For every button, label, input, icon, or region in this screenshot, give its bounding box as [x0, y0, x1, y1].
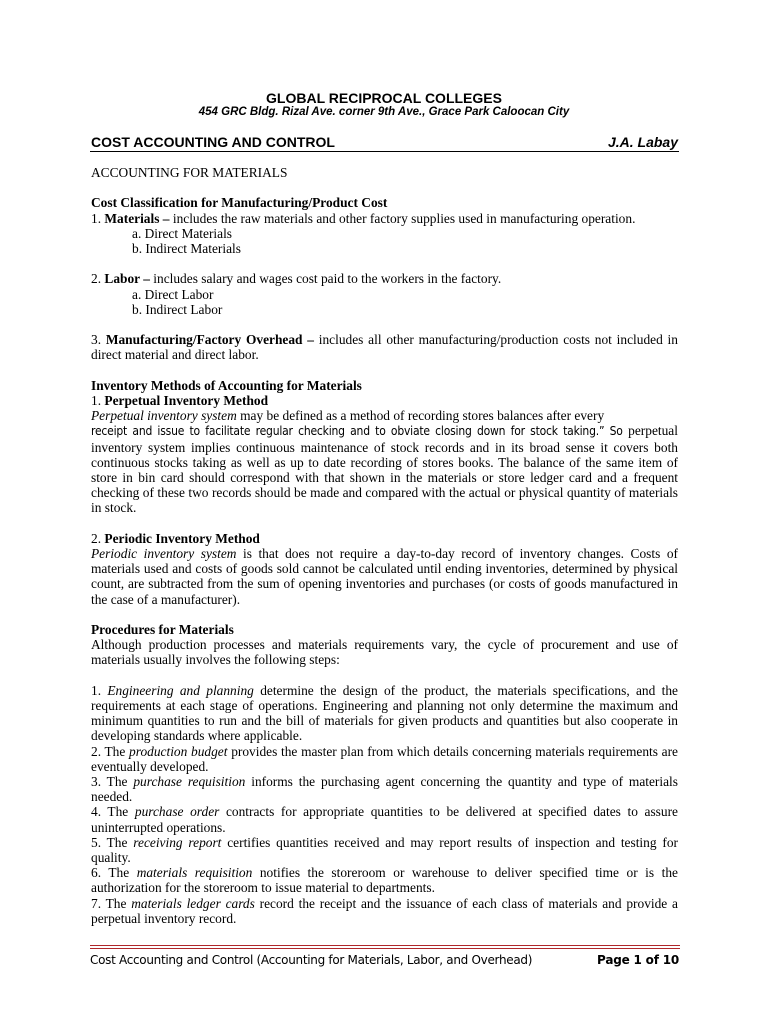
procedure-step-2: 2. The production budget provides the master plan from which details concerning materials requirements are eventually developed.	[91, 743, 678, 774]
periodic-heading: 2. Periodic Inventory Method	[91, 530, 260, 546]
footer-text: Cost Accounting and Control (Accounting for Materials, Labor, and Overhead)	[90, 953, 533, 967]
perpetual-heading: 1. Perpetual Inventory Method	[91, 392, 269, 408]
direct-materials: a. Direct Materials	[132, 225, 233, 241]
footer-rule-thin	[90, 948, 680, 949]
direct-labor: a. Direct Labor	[132, 286, 214, 302]
procedure-step-3: 3. The purchase requisition informs the purchasing agent concerning the quantity and type of materials needed.	[91, 774, 678, 805]
page-number: Page 1 of 10	[597, 953, 679, 967]
header-rule	[90, 151, 679, 152]
labor-item: 2. Labor – includes salary and wages cost paid to the workers in the factory.	[91, 271, 502, 287]
procedure-step-1: 1. Engineering and planning determine the design of the product, the materials specifications, and the requirements at each stage of operations. Engineering and planning not only determine the maximum and minimum quantities to run and the bill of materials for given products and quantities but also cooperate in developing standards where applicable.	[91, 682, 678, 744]
procedure-step-4: 4. The purchase order contracts for appropriate quantities to be delivered at specified dates to assure uninterrupted operations.	[91, 804, 678, 835]
course-title: COST ACCOUNTING AND CONTROL	[91, 134, 335, 150]
indirect-materials: b. Indirect Materials	[132, 241, 241, 256]
overhead-item: 3. Manufacturing/Factory Overhead – includes all other manufacturing/production costs not included in direct material and direct labor.	[91, 332, 678, 363]
author-name: J.A. Labay	[607, 134, 678, 150]
procedure-step-5: 5. The receiving report certifies quantities received and may report results of inspection and testing for quality.	[91, 834, 678, 866]
materials-item: 1. Materials – includes the raw materials and other factory supplies used in manufacturing operation.	[91, 210, 636, 226]
procedure-step-7: 7. The materials ledger cards record the receipt and the issuance of each class of materials and provide a perpetual inventory record.	[91, 895, 678, 926]
footer-rule-thick	[90, 945, 680, 946]
procedures-intro: Although production processes and materials requirements vary, the cycle of procurement and use of materials usually involves the following steps:	[91, 637, 678, 668]
indirect-labor: b. Indirect Labor	[132, 301, 223, 317]
periodic-paragraph: Periodic inventory system is that does not require a day-to-day record of inventory changes. Costs of materials used and costs of goods sold cannot be calculated until ending inventories, determined by physical count, are subtracted from the sum of opening inventories and purchases (or costs of goods manufactured in the case of a manufacturer).	[91, 546, 678, 607]
document-title: ACCOUNTING FOR MATERIALS	[91, 165, 288, 180]
school-name: GLOBAL RECIPROCAL COLLEGES	[266, 90, 502, 106]
perpetual-paragraph: Perpetual inventory system may be defined as a method of recording stores balances after every receipt and issue to facilitate regular checking and to obviate closing down for stock taking.” So perpetual inventory system implies continuous maintenance of stock records and in its broad sense it covers both continuous stocks taking as well as up to date recording of stores books. The balance of the same item of store in bin card should correspond with that shown in the materials or store ledger card and a frequent checking of these two records should be made and compared with the actual or physical quantity of materials in stock.	[91, 408, 678, 516]
procedures-heading: Procedures for Materials	[91, 622, 234, 637]
document-body	[91, 165, 678, 926]
procedure-step-6: 6. The materials requisition notifies the storeroom or warehouse to deliver specified time or is the authorization for the storeroom to issue material to departments.	[91, 865, 678, 896]
inventory-heading: Inventory Methods of Accounting for Materials	[91, 377, 362, 393]
school-address: 454 GRC Bldg. Rizal Ave. corner 9th Ave., Grace Park Caloocan City	[198, 106, 570, 118]
classification-heading: Cost Classification for Manufacturing/Product Cost	[91, 195, 388, 211]
